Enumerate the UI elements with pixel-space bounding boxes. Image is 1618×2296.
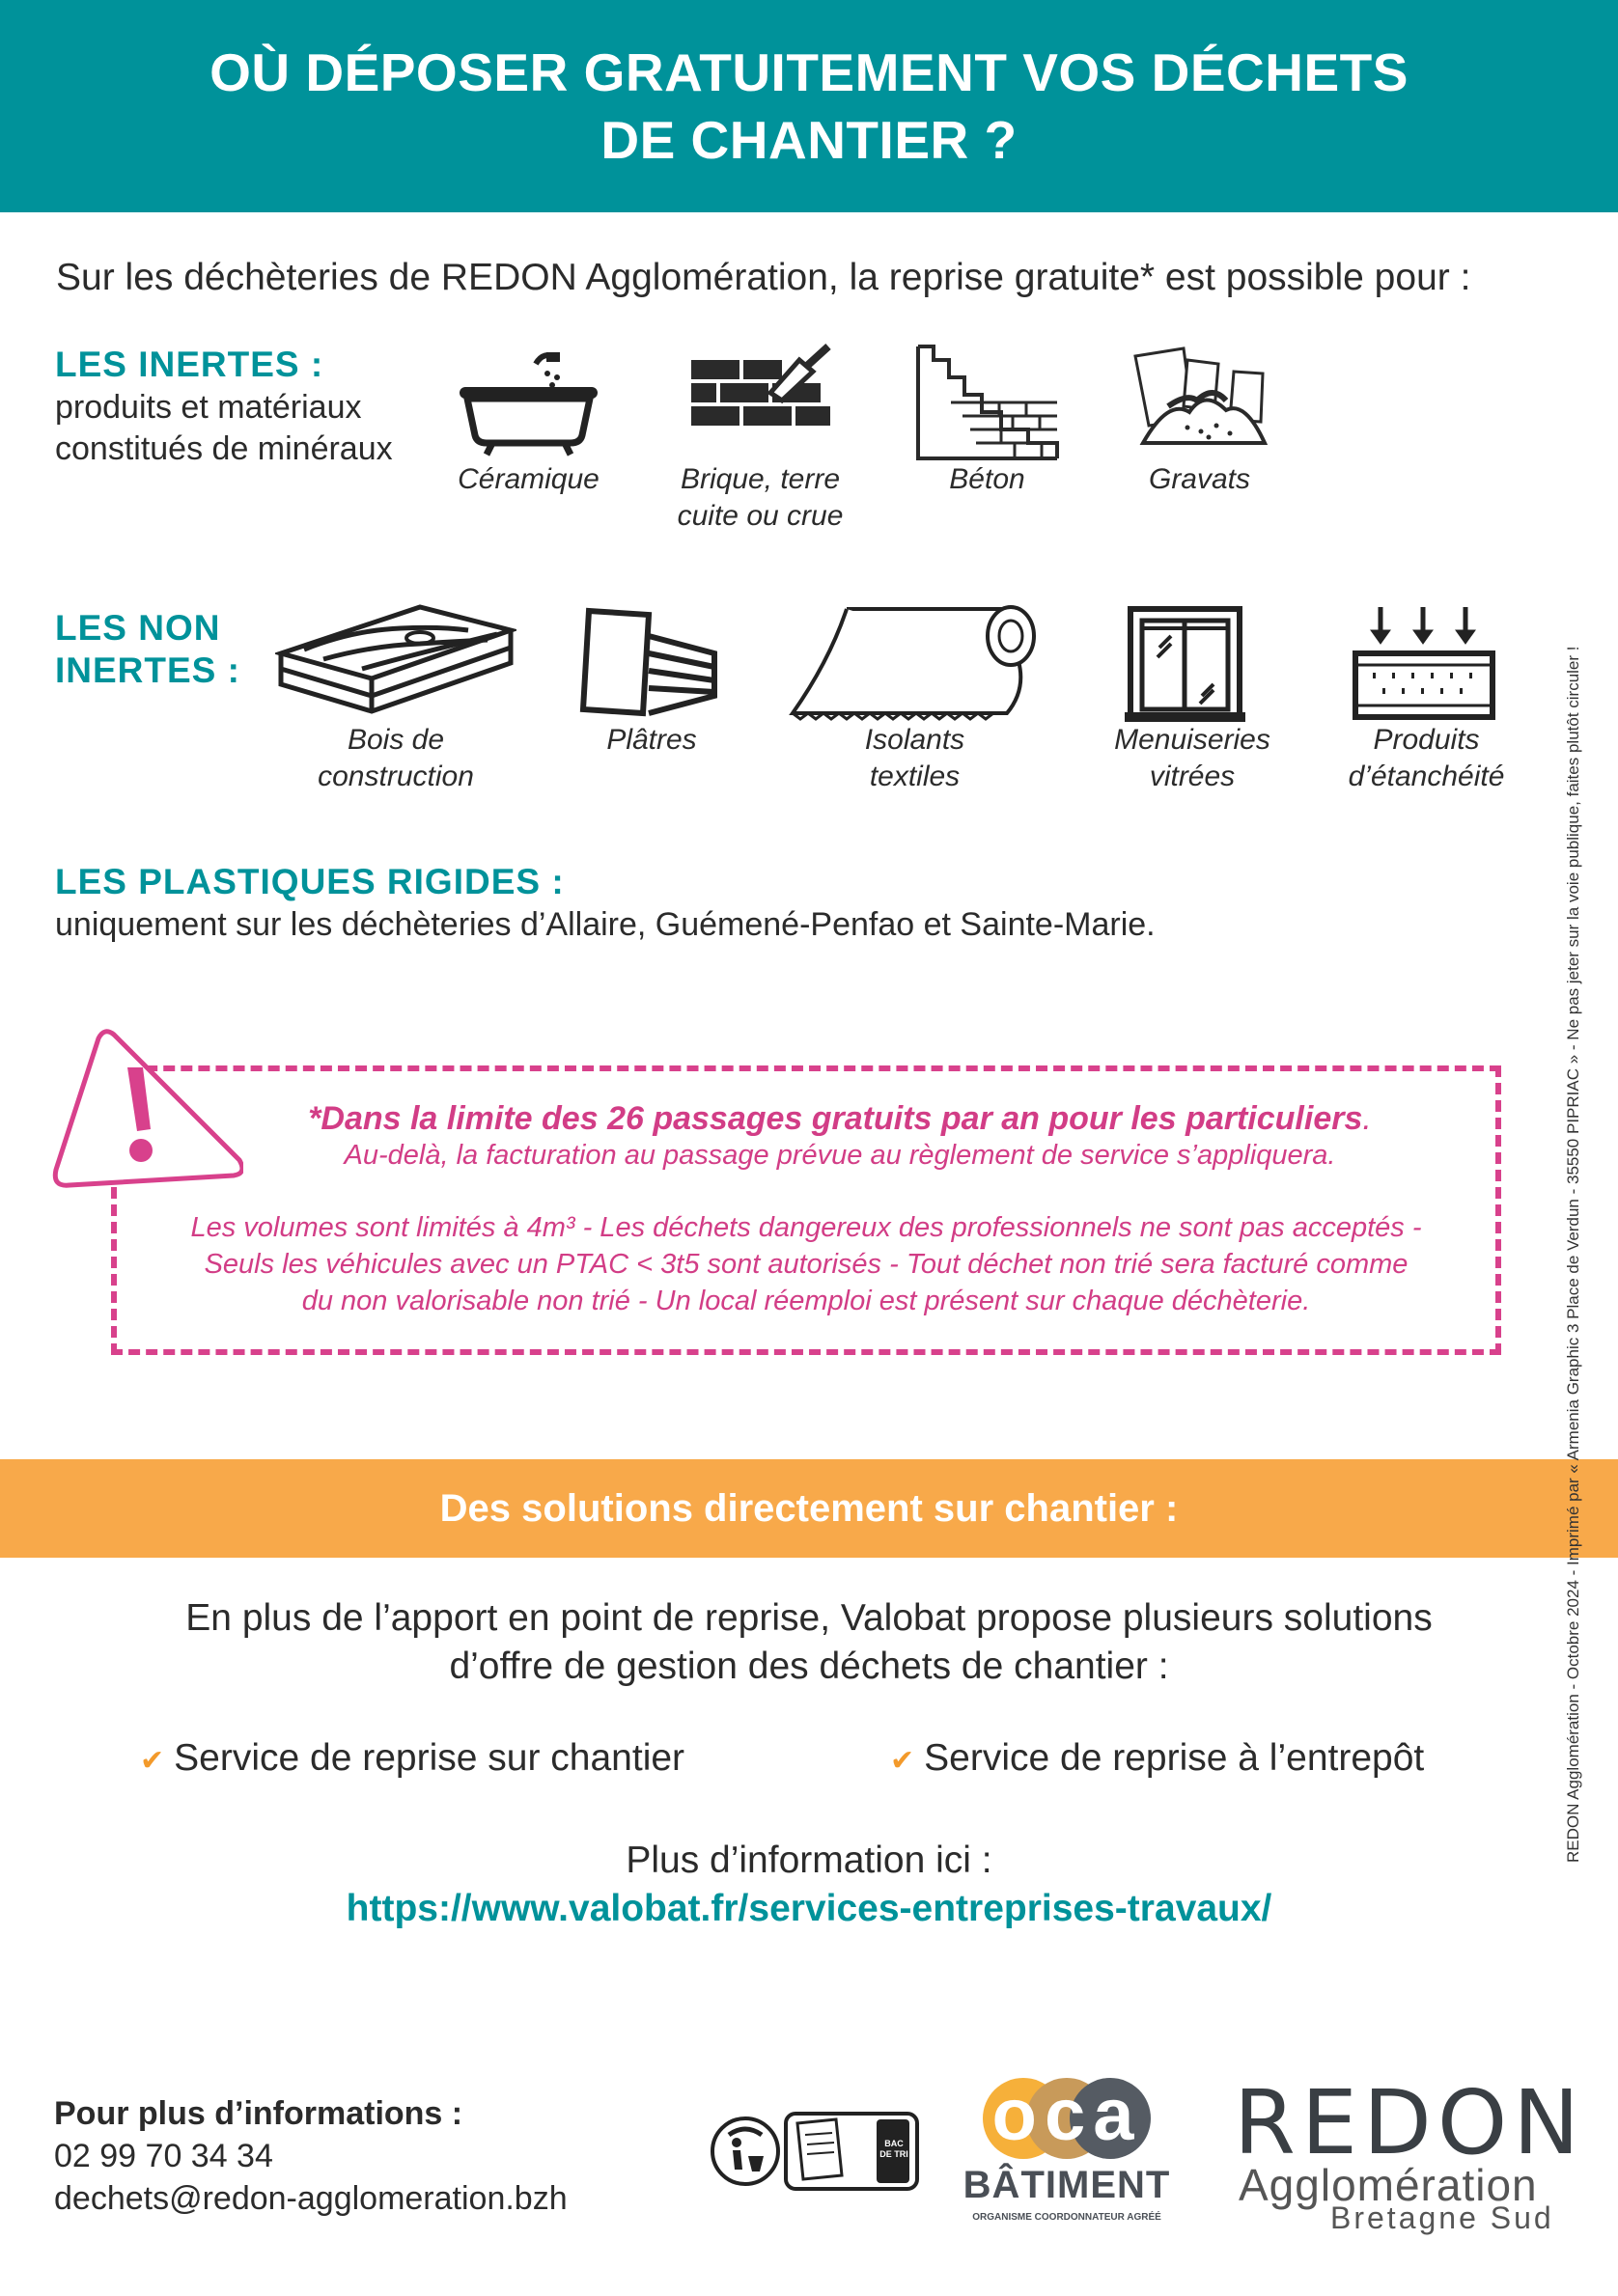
solutions-line1: En plus de l’apport en point de reprise, Valobat propose plusieurs solutions: [185, 1597, 1433, 1639]
caption-line1: Bois de: [347, 724, 445, 756]
caption-line2: vitrées: [1149, 761, 1236, 792]
ceramique-caption: [439, 461, 618, 498]
caption-line1: Isolants: [864, 724, 965, 756]
triman-logo-icon: [708, 2114, 783, 2189]
check-icon: ✔: [140, 1745, 165, 1777]
window-frame-icon: [1125, 603, 1245, 724]
solutions-banner-title: Des solutions directement sur chantier :: [439, 1486, 1179, 1530]
solutions-banner: [0, 1459, 1618, 1558]
redon-logo-text: REDON: [1234, 2071, 1586, 2174]
warning-line1-text: *Dans la limite des 26 passages gratuits par an pour les particuliers: [308, 1100, 1363, 1137]
caption-line1: Produits: [1373, 724, 1480, 756]
inertes-title: LES INERTES :: [55, 345, 324, 384]
warning-line1-end: .: [1362, 1100, 1372, 1137]
caption-line2: cuite ou crue: [677, 500, 844, 532]
contact-block: [54, 2092, 568, 2220]
warning-line1: [174, 1100, 1506, 1138]
check-item-chantier: [140, 1737, 684, 1780]
warning-line2: Au-delà, la facturation au passage prévue au règlement de service s’appliquera.: [344, 1140, 1336, 1171]
contact-phone[interactable]: 02 99 70 34 34: [54, 2138, 273, 2174]
beton-caption: [903, 461, 1072, 498]
caption-line1: Plâtres: [606, 724, 697, 756]
plaster-boards-icon: [579, 603, 724, 719]
contact-title: Pour plus d’informations :: [54, 2095, 463, 2132]
bois-caption: [290, 722, 502, 795]
caption-line1: Béton: [949, 463, 1025, 495]
warning-line3: Les volumes sont limités à 4m³ - Les déchets dangereux des professionnels ne sont pas acceptés -: [190, 1212, 1422, 1243]
insulation-roll-icon: [787, 603, 1043, 724]
redon-logo-sub1: Agglomération: [1239, 2160, 1538, 2210]
etancheite-caption: [1327, 722, 1525, 795]
contact-email[interactable]: dechets@redon-agglomeration.bzh: [54, 2180, 568, 2217]
header-title-line2: DE CHANTIER ?: [600, 110, 1018, 170]
waterproofing-icon: [1352, 603, 1496, 724]
rubble-icon: [1130, 343, 1269, 449]
warning-line4: Seuls les véhicules avec un PTAC < 3t5 sont autorisés - Tout déchet non trié sera facturé comme: [204, 1249, 1409, 1280]
print-mention: REDON Agglomération - Octobre 2024 - Imprimé par « Armenia Graphic 3 Place de Verdun - 35550 PIPRIAC » - Ne pas jeter sur la voie publique, faites plutôt circuler !: [1564, 646, 1582, 1863]
brique-caption: [656, 461, 864, 535]
concrete-wall-icon: [912, 343, 1062, 463]
intro-text: Sur les déchèteries de REDON Agglomération, la reprise gratuite* est possible pour :: [56, 257, 1471, 298]
more-info-link-row: [0, 1885, 1618, 1933]
header-title-line1: OÙ DÉPOSER GRATUITEMENT VOS DÉCHETS: [209, 42, 1409, 102]
header-banner: [0, 0, 1618, 212]
caption-line2: d’étanchéité: [1348, 761, 1505, 792]
caption-line2: textiles: [869, 761, 961, 792]
non-inertes-title-line2: INERTES :: [55, 650, 240, 690]
warning-line5: du non valorisable non trié - Un local réemploi est présent sur chaque déchèterie.: [301, 1286, 1311, 1316]
bac-de-tri-label: BAC DE TRI: [879, 2139, 908, 2159]
more-info-text: Plus d’information ici :: [626, 1840, 992, 1881]
plastiques-desc: uniquement sur les déchèteries d’Allaire, Guémené-Penfao et Sainte-Marie.: [55, 906, 1156, 943]
isolants-caption: [830, 722, 999, 795]
check-item-entrepot: [890, 1737, 1424, 1780]
caption-line1: Céramique: [458, 463, 600, 495]
oca-logo-text: oca: [991, 2074, 1142, 2156]
caption-line1: Brique, terre: [680, 463, 841, 495]
oca-subtitle: ORGANISME COORDONNATEUR AGRÉÉ: [972, 2212, 1161, 2223]
check-item-chantier-label: Service de reprise sur chantier: [174, 1737, 685, 1779]
brick-trowel-icon: [685, 343, 835, 439]
oca-batiment: BÂTIMENT: [962, 2164, 1171, 2206]
platres-caption: [570, 722, 734, 759]
wood-planks-icon: [275, 603, 516, 719]
non-inertes-title-line1: LES NON: [55, 608, 221, 648]
inertes-desc-line1: produits et matériaux: [55, 389, 362, 426]
inertes-desc-line2: constitués de minéraux: [55, 430, 393, 467]
caption-line2: construction: [318, 761, 474, 792]
bathtub-icon: [454, 343, 603, 458]
caption-line1: Gravats: [1148, 463, 1251, 495]
check-icon: ✔: [890, 1745, 915, 1777]
check-item-entrepot-label: Service de reprise à l’entrepôt: [924, 1737, 1425, 1779]
solutions-line2: d’offre de gestion des déchets de chantier :: [449, 1646, 1169, 1687]
redon-logo-sub2: Bretagne Sud: [1330, 2200, 1554, 2235]
plastiques-title: LES PLASTIQUES RIGIDES :: [55, 862, 565, 901]
menuiseries-caption: [1096, 722, 1289, 795]
valobat-link[interactable]: https://www.valobat.fr/services-entreprises-travaux/: [346, 1888, 1272, 1929]
gravats-caption: [1120, 461, 1279, 498]
caption-line1: Menuiseries: [1114, 724, 1270, 756]
